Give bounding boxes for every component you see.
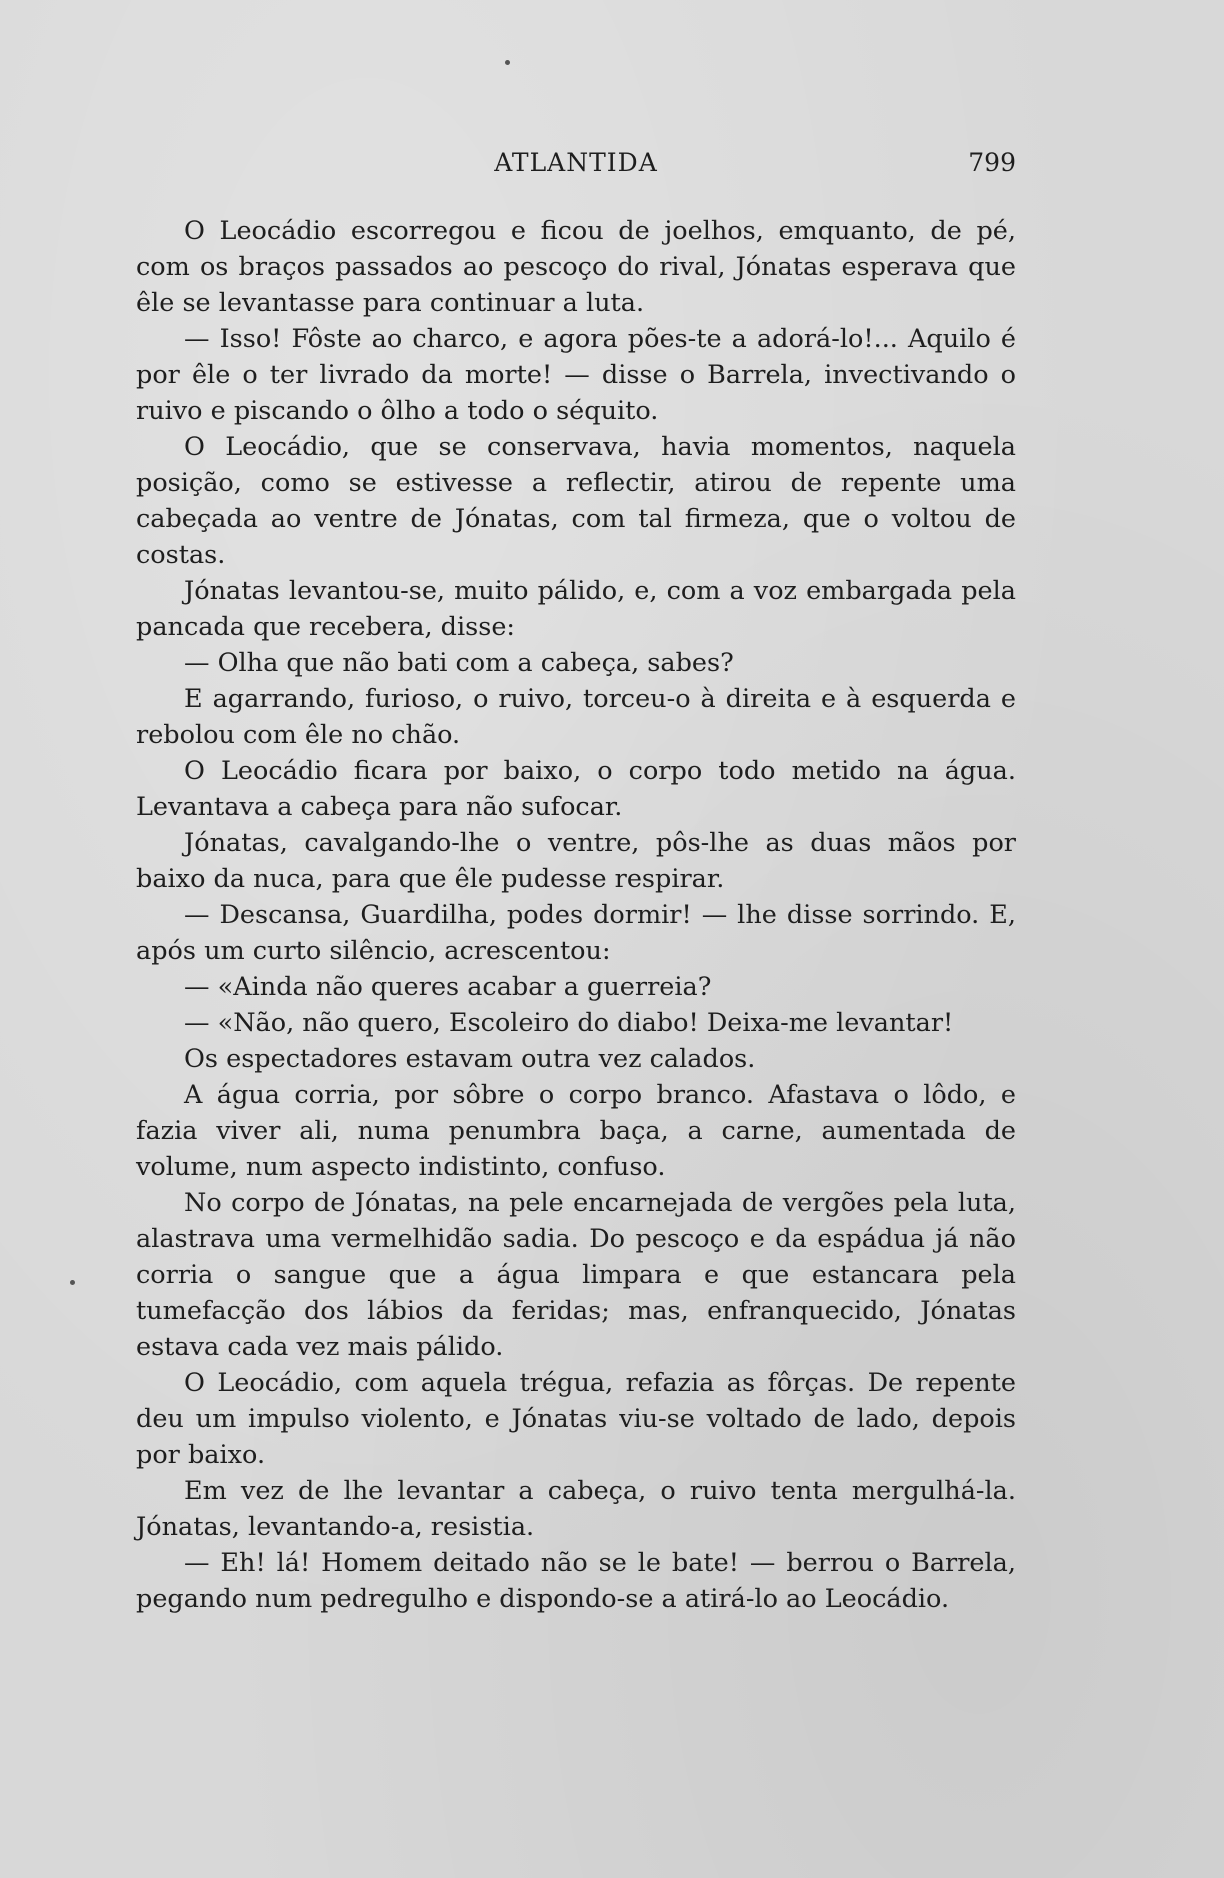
paragraph: O Leocádio, com aquela trégua, refazia as fôrças. De repente deu um impulso violento, e Jónatas viu-se voltado de lado, depois por baixo.: [136, 1368, 1016, 1470]
paragraph: — Descansa, Guardilha, podes dormir! — lhe disse sorrindo. E, após um curto silêncio, acrescentou:: [136, 900, 1016, 966]
print-speck: [70, 1280, 75, 1285]
print-speck: [505, 60, 510, 65]
paragraph: — Olha que não bati com a cabeça, sabes?: [184, 648, 734, 678]
paragraph: — «Ainda não queres acabar a guerreia?: [184, 972, 712, 1002]
page-header: [136, 148, 1016, 182]
paragraph: — Isso! Fôste ao charco, e agora pões-te a adorá-lo!... Aquilo é por êle o ter livrado da morte! — disse o Barrela, invectivando o ruivo e piscando o ôlho a todo o séquito.: [136, 324, 1016, 426]
paragraph: Jónatas levantou-se, muito pálido, e, com a voz embargada pela pancada que recebera, disse:: [136, 576, 1016, 642]
page-number: 799: [968, 148, 1016, 177]
body-text: [136, 213, 1016, 1617]
paragraph: O Leocádio ficara por baixo, o corpo todo metido na água. Levantava a cabeça para não sufocar.: [136, 756, 1016, 822]
paragraph: Em vez de lhe levantar a cabeça, o ruivo tenta mergulhá-la. Jónatas, levantando-a, resistia.: [136, 1476, 1016, 1542]
paragraph: O Leocádio, que se conservava, havia momentos, naquela posição, como se estivesse a reflectir, atirou de repente uma cabeçada ao ventre de Jónatas, com tal firmeza, que o voltou de costas.: [136, 432, 1016, 570]
running-title: ATLANTIDA: [494, 148, 658, 177]
paragraph: No corpo de Jónatas, na pele encarnejada de vergões pela luta, alastrava uma vermelhidão sadia. Do pescoço e da espádua já não corria o sangue que a água limpara e que estancara pela tumefacção dos lábios da feridas; mas, enfranquecido, Jónatas estava cada vez mais pálido.: [136, 1188, 1016, 1362]
paragraph: E agarrando, furioso, o ruivo, torceu-o à direita e à esquerda e rebolou com êle no chão.: [136, 684, 1016, 750]
paragraph: Os espectadores estavam outra vez calados.: [184, 1044, 756, 1074]
paragraph: O Leocádio escorregou e ficou de joelhos, emquanto, de pé, com os braços passados ao pescoço do rival, Jónatas esperava que êle se levantasse para continuar a luta.: [136, 216, 1016, 318]
paragraph: — Eh! lá! Homem deitado não se le bate! — berrou o Barrela, pegando num pedregulho e dispondo-se a atirá-lo ao Leocádio.: [136, 1548, 1016, 1614]
paragraph: Jónatas, cavalgando-lhe o ventre, pôs-lhe as duas mãos por baixo da nuca, para que êle pudesse respirar.: [136, 828, 1016, 894]
paragraph: A água corria, por sôbre o corpo branco. Afastava o lôdo, e fazia viver ali, numa penumbra baça, a carne, aumentada de volume, num aspecto indistinto, confuso.: [136, 1080, 1016, 1182]
paragraph: — «Não, não quero, Escoleiro do diabo! Deixa-me levantar!: [184, 1008, 954, 1038]
